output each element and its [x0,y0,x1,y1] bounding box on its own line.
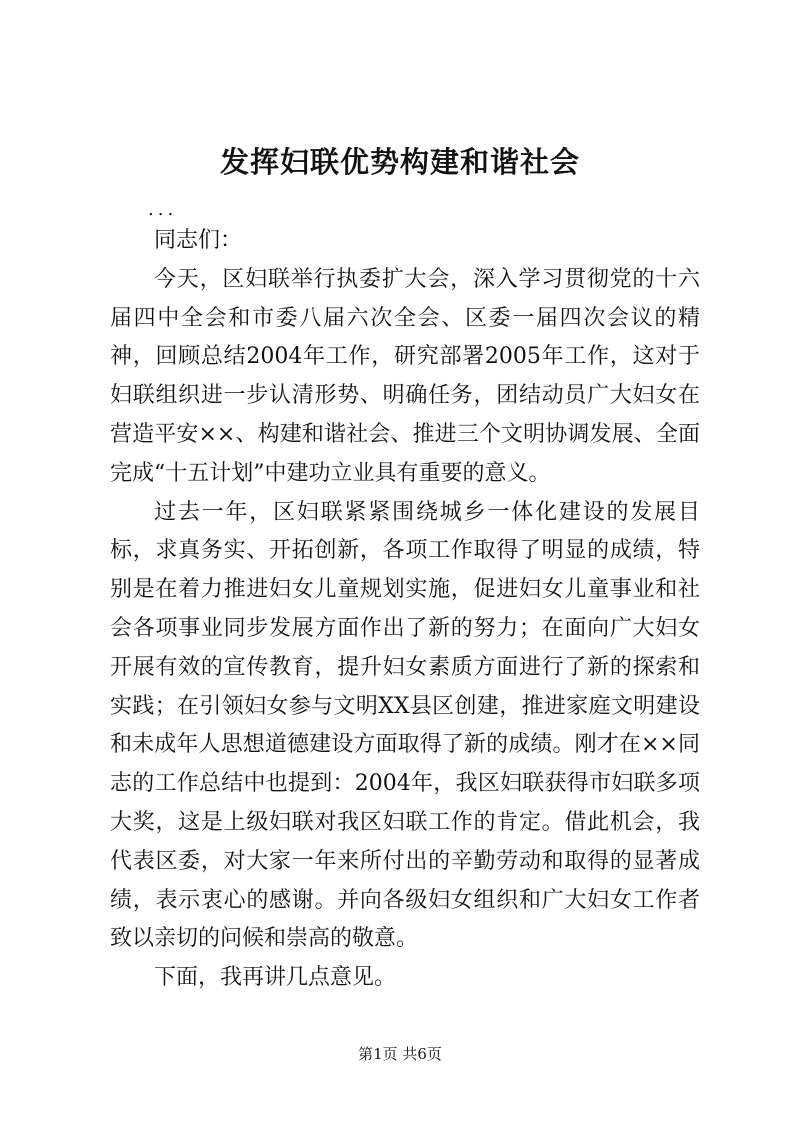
document-body [110,222,700,998]
body-paragraph: 今天，区妇联举行执委扩大会，深入学习贯彻党的十六届四中全会和市委八届六次全会、区委一届四次会议的精神，回顾总结2004年工作，研究部署2005年工作，这对于妇联组织进一步认清形势、明确任务，团结动员广大妇女在营造平安××、构建和谐社会、推进三个文明协调发展、全面完成“十五计划”中建功立业具有重要的意义。 [110,266,700,486]
body-paragraph: 过去一年，区妇联紧紧围绕城乡一体化建设的发展目标，求真务实、开拓创新，各项工作取得了明显的成绩，特别是在着力推进妇女儿童规划实施，促进妇女儿童事业和社会各项事业同步发展方面作出了新的努力；在面向广大妇女开展有效的宣传教育，提升妇女素质方面进行了新的探索和实践；在引领妇女参与文明XX县区创建，推进家庭文明建设和未成年人思想道德建设方面取得了新的成绩。刚才在××同志的工作总结中也提到：2004年，我区妇联获得市妇联多项大奖，这是上级妇联对我区妇联工作的肯定。借此机会，我代表区委，对大家一年来所付出的辛勤劳动和取得的显著成绩，表示衷心的感谢。并向各级妇女组织和广大妇女工作者致以亲切的问候和崇高的敬意。 [110,499,700,952]
document-title: 发挥妇联优势构建和谐社会 [219,145,580,179]
ellipsis-marker: ... [148,199,178,220]
page-number-footer: 第1页 共6页 [358,1045,442,1063]
salutation-paragraph: 同志们： [154,228,243,253]
body-paragraph: 下面，我再讲几点意见。 [154,965,397,991]
